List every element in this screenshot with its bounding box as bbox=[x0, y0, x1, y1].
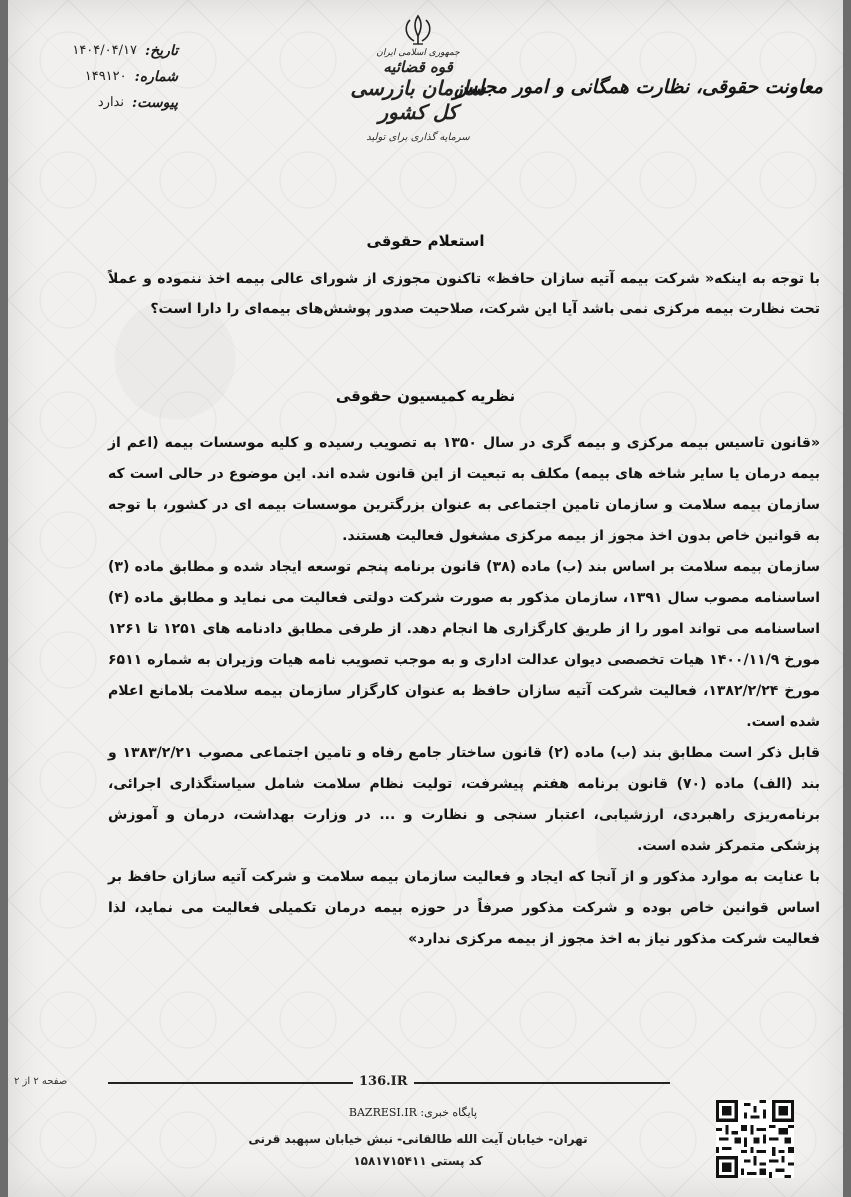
footer-postal-code: کد پستی ۱۵۸۱۷۱۵۴۱۱ bbox=[353, 1154, 483, 1168]
iran-emblem-icon bbox=[401, 14, 435, 46]
meta-number bbox=[28, 64, 178, 90]
emblem-organization: سازمان بازرسی کل کشور bbox=[350, 76, 486, 124]
deputy-title: معاونت حقوقی، نظارت همگانی و امور مجلس bbox=[454, 76, 823, 98]
inquiry-title: استعلام حقوقی bbox=[366, 232, 485, 250]
meta-date bbox=[28, 38, 178, 64]
meta-attachment-label: پیوست: bbox=[132, 95, 178, 111]
opinion-paragraph: با عنایت به موارد مذکور و از آنجا که ایجاد و فعالیت سازمان بیمه سلامت و شرکت آتیه سازان حافظ بر اساس قوانین خاص بوده و شرکت مذکور صرفاً در حوزه بیمه درمان تکمیلی فعالیت می نماید، لذا فعالیت شرکت مذکور نیاز به اخذ مجوز از بیمه مرکزی ندارد» bbox=[108, 869, 820, 947]
meta-number-value: ۱۴۹۱۲۰ bbox=[84, 69, 127, 84]
inquiry-text: با توجه به اینکه« شرکت بیمه آتیه سازان حافظ» تاکنون مجوزی از شورای عالی بیمه اخذ ننموده و عملاً تحت نظارت بیمه مرکزی نمی باشد آیا این شرکت، صلاحیت صدور پوشش‌های بیمه‌ای را دارا است؟ bbox=[108, 271, 820, 317]
opinion-paragraph: «قانون تاسیس بیمه مرکزی و بیمه گری در سال ۱۳۵۰ به تصویب رسیده و کلیه موسسات بیمه (اعم از بیمه درمان یا سایر شاخه های بیمه) مکلف به تبعیت از این قانون شده اند. این موضوع در حالی است که سازمان بیمه سلامت و سازمان تامین اجتماعی به عنوان بزرگترین موسسات بیمه ای در کشور، با توجه به قوانین خاص بدون اخذ مجوز از بیمه مرکزی مشغول فعالیت هستند. bbox=[108, 435, 820, 544]
meta-date-value: ۱۴۰۴/۰۴/۱۷ bbox=[72, 43, 137, 58]
meta-attachment bbox=[28, 90, 178, 116]
footer-address: تهران- خیابان آیت الله طالقانی- نبش خیابان سپهبد قرنی bbox=[248, 1132, 588, 1146]
letter-meta bbox=[28, 38, 178, 116]
qr-code-icon bbox=[716, 1100, 794, 1178]
meta-date-label: تاریخ: bbox=[144, 43, 178, 59]
emblem-slogan: سرمایه گذاری برای تولید bbox=[366, 132, 470, 143]
opinion-title: نظریه کمیسیون حقوقی bbox=[335, 387, 516, 405]
meta-number-label: شماره: bbox=[134, 69, 178, 85]
document-page bbox=[8, 0, 843, 1197]
page-number: صفحه ۲ از ۲ bbox=[14, 1076, 68, 1087]
emblem-republic: جمهوری اسلامی ایران bbox=[376, 48, 460, 58]
opinion-paragraph: سازمان بیمه سلامت بر اساس بند (ب) ماده (۳۸) قانون برنامه پنجم توسعه ایجاد شده و مطابق ماده (۳) اساسنامه مصوب سال ۱۳۹۱، سازمان مذکور به صورت شرکت دولتی فعالیت می نماید و مطابق ماده (۴) اساسنامه می تواند امور را از طریق کارگزاری ها انجام دهد. از طرفی مطابق دادنامه های ۱۲۵۱ تا ۱۲۶۱ مورخ ۱۴۰۰/۱۱/۹ هیات تخصصی دیوان عدالت اداری و به موجب تصویب نامه هیات وزیران به شماره ۶۵۱۱ مورخ ۱۳۸۲/۲/۲۴، فعالیت شرکت آتیه سازان حافظ به عنوان کارگزار سازمان بیمه سلامت بلامانع اعلام شده است. bbox=[108, 559, 821, 730]
opinion-paragraph: قابل ذکر است مطابق بند (ب) ماده (۲) قانون ساختار جامع رفاه و تامین اجتماعی مصوب ۱۳۸۳/۲/۲۱ و بند (الف) ماده (۷۰) قانون برنامه هفتم پیشرفت، تولیت نظام سلامت شامل سیاستگذاری اجرائی، برنامه‌ریزی راهبردی، ارزشیابی، اعتبار سنجی و نظارت و ... در وزارت بهداشت، درمان و آموزش پزشکی متمرکز شده است. bbox=[108, 745, 821, 854]
footer-site: 136.IR bbox=[353, 1074, 414, 1089]
opinion-body bbox=[108, 428, 820, 955]
footer-news-site: پایگاه خبری: BAZRESI.IR bbox=[348, 1106, 478, 1119]
meta-attachment-value: ندارد bbox=[97, 95, 124, 110]
emblem-judiciary: قوه قضائیه bbox=[383, 58, 453, 76]
